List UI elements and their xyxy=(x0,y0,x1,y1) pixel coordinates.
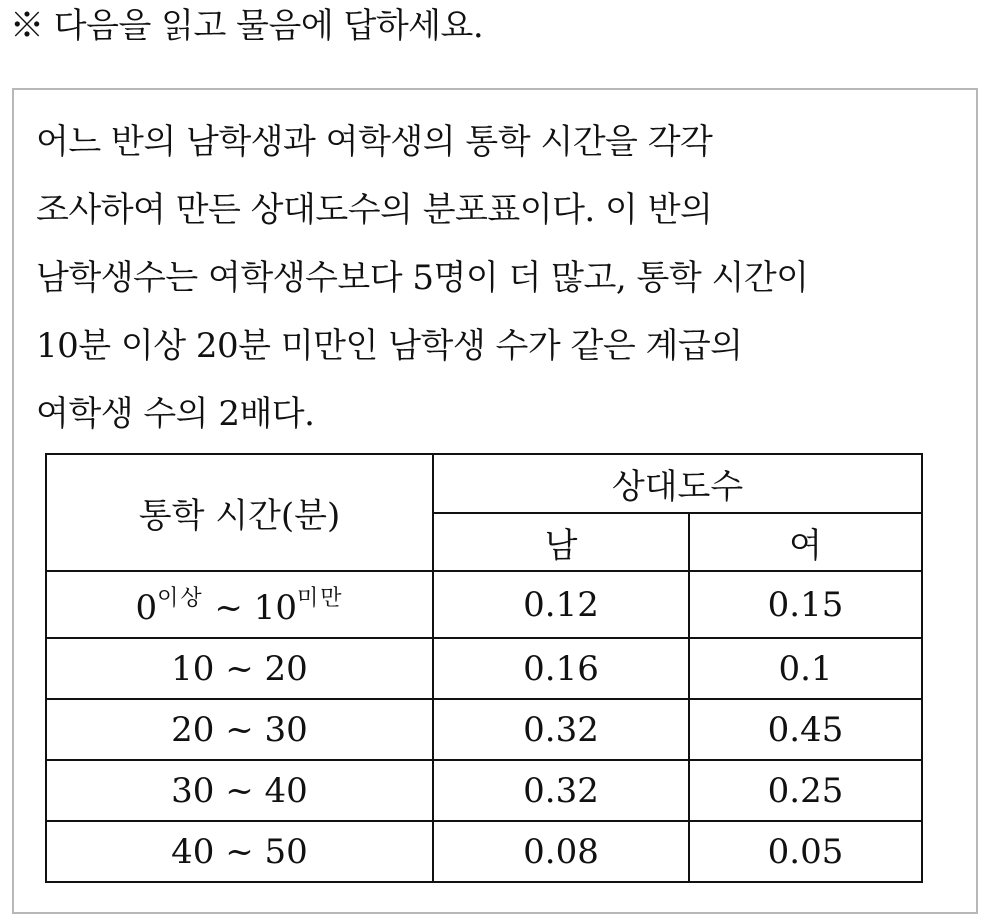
passage-line-4: 10분 이상 20분 미만인 남학생 수가 같은 계급의 xyxy=(36,326,743,366)
passage-line-3: 남학생수는 여학생수보다 5명이 더 많고, 통학 시간이 xyxy=(36,258,809,298)
passage-line-2: 조사하여 만든 상대도수의 분포표이다. 이 반의 xyxy=(36,190,713,230)
range-cell: 30 ~ 40 xyxy=(46,760,433,821)
header-female: 여 xyxy=(689,513,922,571)
range-tilde: ~ xyxy=(203,588,254,628)
male-value: 0.16 xyxy=(433,638,689,699)
table-row xyxy=(46,571,922,638)
passage xyxy=(36,108,956,448)
table-row xyxy=(46,821,922,882)
range-end: 10 xyxy=(253,588,297,628)
range-cell xyxy=(46,571,433,638)
header-male: 남 xyxy=(433,513,689,571)
female-value: 0.05 xyxy=(689,821,922,882)
range-cell: 20 ~ 30 xyxy=(46,699,433,760)
table-row xyxy=(46,760,922,821)
male-value: 0.12 xyxy=(433,571,689,638)
table-row xyxy=(46,638,922,699)
table-row xyxy=(46,699,922,760)
relative-frequency-table xyxy=(45,453,923,883)
range-start-suffix: 이상 xyxy=(157,586,204,611)
range-end-suffix: 미만 xyxy=(297,586,344,611)
female-value: 0.45 xyxy=(689,699,922,760)
range-cell: 10 ~ 20 xyxy=(46,638,433,699)
header-relative-frequency: 상대도수 xyxy=(433,454,922,513)
male-value: 0.08 xyxy=(433,821,689,882)
female-value: 0.15 xyxy=(689,571,922,638)
instruction-text: ※ 다음을 읽고 물음에 답하세요. xyxy=(10,6,484,46)
passage-line-5: 여학생 수의 2배다. xyxy=(36,394,315,434)
female-value: 0.25 xyxy=(689,760,922,821)
range-start: 0 xyxy=(135,588,158,628)
female-value: 0.1 xyxy=(689,638,922,699)
range-cell: 40 ~ 50 xyxy=(46,821,433,882)
male-value: 0.32 xyxy=(433,699,689,760)
passage-line-1: 어느 반의 남학생과 여학생의 통학 시간을 각각 xyxy=(36,122,713,162)
male-value: 0.32 xyxy=(433,760,689,821)
header-commute-time: 통학 시간(분) xyxy=(46,454,433,571)
